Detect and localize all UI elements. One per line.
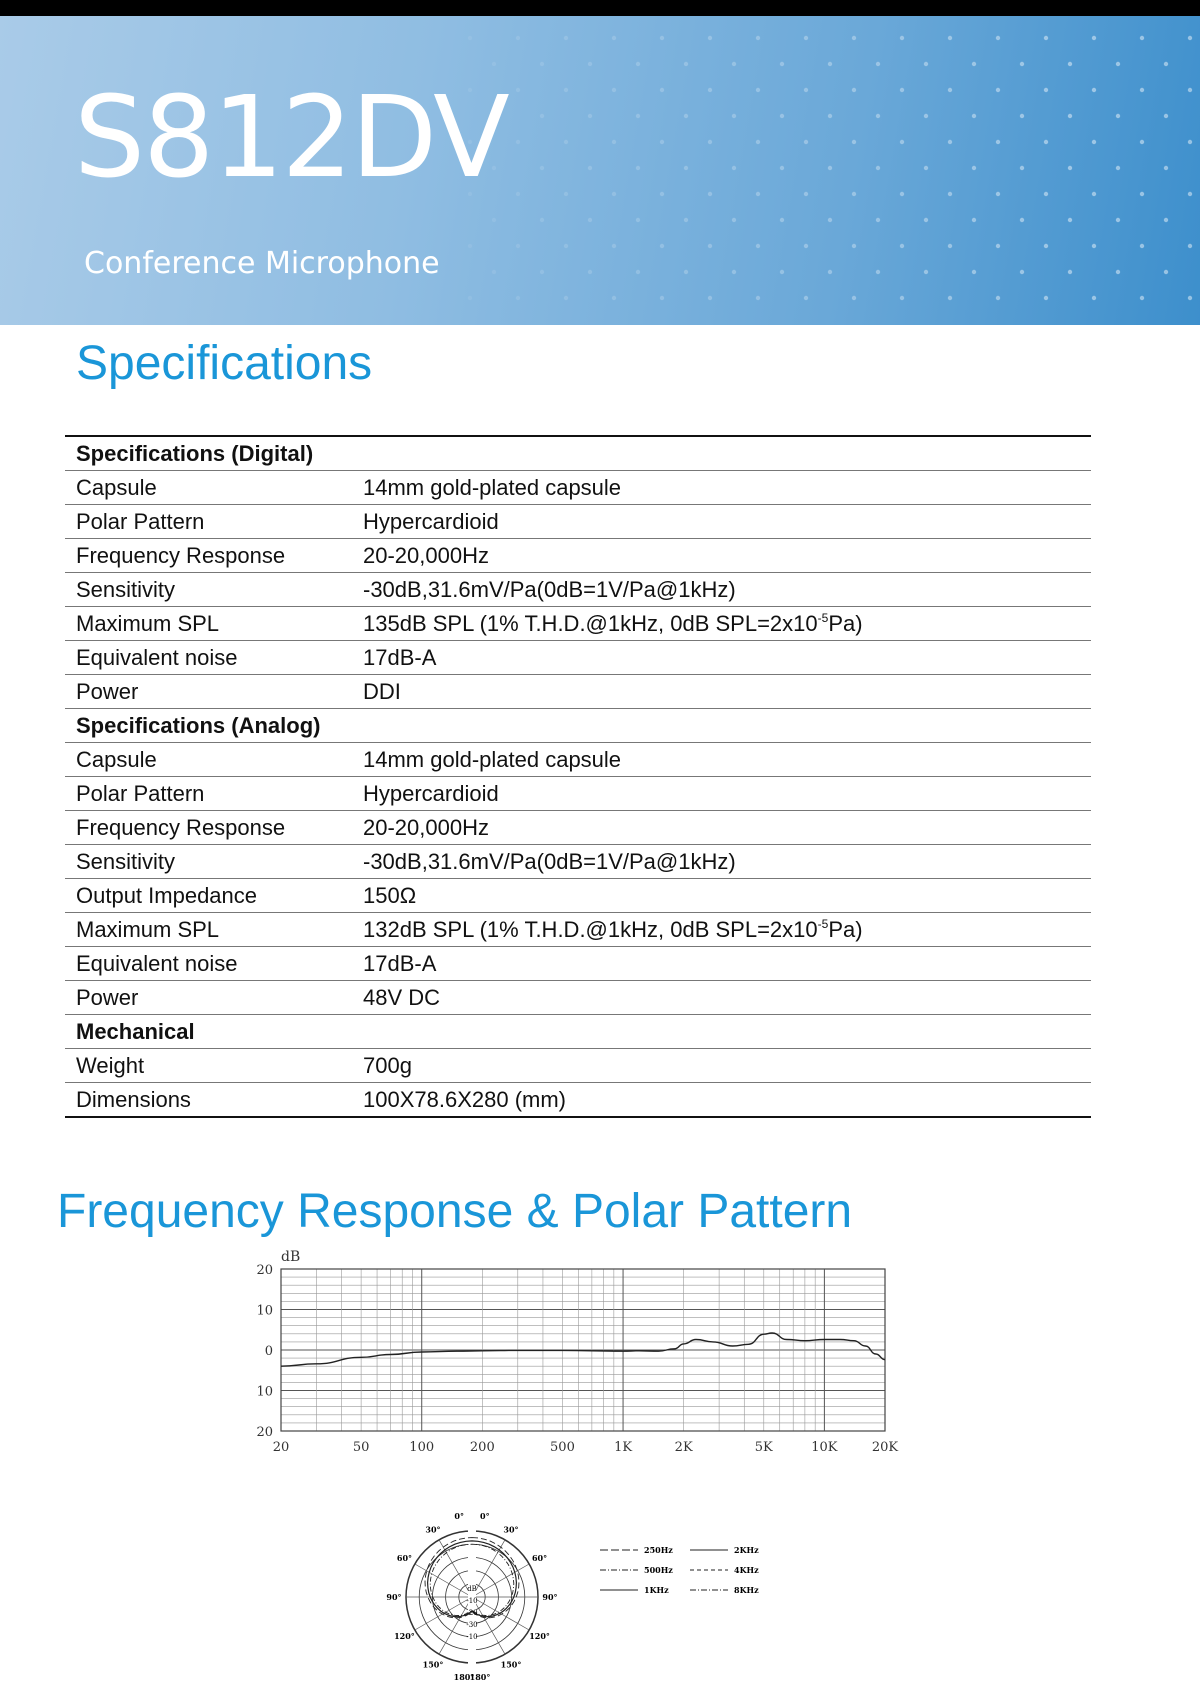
dot <box>1140 244 1144 248</box>
dot <box>924 62 928 66</box>
spec-key: Power <box>65 981 352 1015</box>
x-tick-label: 100 <box>409 1440 435 1455</box>
dot <box>660 88 664 92</box>
dot <box>852 88 856 92</box>
dot <box>804 244 808 248</box>
dot <box>1092 192 1096 196</box>
dot <box>636 218 640 222</box>
dot <box>660 296 664 300</box>
dot <box>900 296 904 300</box>
y-axis-label: dB <box>281 1249 301 1265</box>
dot <box>1140 296 1144 300</box>
spec-row <box>65 505 1091 539</box>
dot <box>732 62 736 66</box>
spec-row <box>65 1049 1091 1083</box>
dot <box>1044 244 1048 248</box>
dot <box>708 36 712 40</box>
spec-row <box>65 539 1091 573</box>
dot <box>924 270 928 274</box>
legend-label: 8KHz <box>734 1585 759 1595</box>
specifications-title: Specifications <box>76 337 373 390</box>
dot <box>540 270 544 274</box>
dot <box>660 192 664 196</box>
dot <box>516 244 520 248</box>
spec-key: Weight <box>65 1049 352 1083</box>
spec-row <box>65 913 1091 947</box>
polar-angle-label-right: 120° <box>529 1631 550 1641</box>
spec-value: 17dB-A <box>352 947 1091 981</box>
dot <box>636 166 640 170</box>
dot <box>996 36 1000 40</box>
dot <box>1116 270 1120 274</box>
spec-row <box>65 675 1091 709</box>
dot <box>1188 36 1192 40</box>
spec-key: Capsule <box>65 743 352 777</box>
dot <box>516 192 520 196</box>
dot <box>1116 62 1120 66</box>
x-tick-label: 200 <box>469 1440 495 1455</box>
spec-row <box>65 607 1091 641</box>
dot <box>1164 166 1168 170</box>
dot <box>948 140 952 144</box>
dot <box>996 244 1000 248</box>
dot <box>756 244 760 248</box>
spec-row <box>65 845 1091 879</box>
dot <box>852 192 856 196</box>
specifications-table <box>65 435 1091 1118</box>
frequency-polar-title: Frequency Response & Polar Pattern <box>57 1185 853 1238</box>
dot <box>996 192 1000 196</box>
dot <box>828 114 832 118</box>
legend-label: 2KHz <box>734 1545 759 1555</box>
dot <box>732 166 736 170</box>
spec-section-heading <box>65 436 1091 471</box>
spec-value <box>352 607 1091 641</box>
spec-value: 700g <box>352 1049 1091 1083</box>
dot <box>780 166 784 170</box>
spec-row <box>65 981 1091 1015</box>
dot <box>1188 88 1192 92</box>
dot <box>1140 192 1144 196</box>
dot <box>1068 166 1072 170</box>
dot <box>828 166 832 170</box>
spec-section-heading <box>65 1015 1091 1049</box>
dot <box>948 192 952 196</box>
dot <box>492 218 496 222</box>
dot <box>756 296 760 300</box>
section-heading-text: Specifications (Analog) <box>65 709 1091 743</box>
polar-angle-label-left: 60° <box>396 1553 413 1563</box>
polar-angle-label-left: 180° <box>453 1672 475 1682</box>
dot <box>612 36 616 40</box>
header-banner <box>0 16 1200 325</box>
dot <box>1116 166 1120 170</box>
section-heading-text: Mechanical <box>65 1015 1091 1049</box>
dot <box>804 140 808 144</box>
dot <box>1044 192 1048 196</box>
dot <box>1188 244 1192 248</box>
spec-value: 150Ω <box>352 879 1091 913</box>
dot <box>876 166 880 170</box>
dot <box>1092 140 1096 144</box>
dot <box>780 270 784 274</box>
spec-key: Sensitivity <box>65 573 352 607</box>
dot <box>660 140 664 144</box>
polar-angle-label-right: 150° <box>500 1659 522 1670</box>
spec-value-tail: Pa) <box>828 916 863 942</box>
dot <box>924 166 928 170</box>
dot <box>564 244 568 248</box>
dot <box>876 218 880 222</box>
spec-value: 14mm gold-plated capsule <box>352 471 1091 505</box>
legend-label: 4KHz <box>734 1565 759 1575</box>
dot <box>804 36 808 40</box>
dot <box>564 36 568 40</box>
frequency-response-chart <box>250 1245 910 1465</box>
dot <box>852 244 856 248</box>
dot <box>492 62 496 66</box>
spec-value: Hypercardioid <box>352 777 1091 811</box>
spec-value: 14mm gold-plated capsule <box>352 743 1091 777</box>
dot <box>684 114 688 118</box>
product-model: S812DV <box>74 73 508 203</box>
spec-key: Polar Pattern <box>65 777 352 811</box>
polar-spoke <box>415 1564 472 1597</box>
dot <box>1188 296 1192 300</box>
dot <box>732 114 736 118</box>
polar-radial-label: -10 <box>466 1633 478 1641</box>
dot <box>876 62 880 66</box>
dot <box>780 62 784 66</box>
dot <box>1068 114 1072 118</box>
spec-value <box>352 913 1091 947</box>
polar-angle-label-right: 60° <box>531 1553 548 1563</box>
dot <box>612 140 616 144</box>
spec-key: Capsule <box>65 471 352 505</box>
polar-top-label: 0° <box>454 1511 464 1521</box>
dot <box>1020 114 1024 118</box>
spec-row <box>65 879 1091 913</box>
polar-angle-label-left: 120° <box>394 1631 415 1641</box>
polar-angle-label-right: 90° <box>542 1592 558 1602</box>
spec-row <box>65 777 1091 811</box>
dot <box>1140 140 1144 144</box>
legend-label: 1KHz <box>644 1585 669 1595</box>
spec-row <box>65 641 1091 675</box>
dot <box>1092 36 1096 40</box>
spec-value: DDI <box>352 675 1091 709</box>
dot <box>1164 114 1168 118</box>
dot <box>1164 270 1168 274</box>
polar-angle-label-right: 30° <box>503 1524 519 1535</box>
dot <box>684 62 688 66</box>
dot <box>612 192 616 196</box>
spec-row <box>65 1083 1091 1118</box>
legend-label: 250Hz <box>644 1545 673 1555</box>
dot <box>1020 218 1024 222</box>
dot <box>1044 296 1048 300</box>
dot <box>1116 218 1120 222</box>
dot <box>636 270 640 274</box>
dot <box>1188 140 1192 144</box>
dot <box>660 36 664 40</box>
dot <box>708 192 712 196</box>
dot <box>948 296 952 300</box>
spec-key: Equivalent noise <box>65 641 352 675</box>
dot <box>564 140 568 144</box>
x-tick-label: 10K <box>811 1440 838 1455</box>
dot <box>852 36 856 40</box>
spec-row <box>65 811 1091 845</box>
dot <box>588 270 592 274</box>
spec-key: Equivalent noise <box>65 947 352 981</box>
dot <box>876 270 880 274</box>
spec-key: Frequency Response <box>65 811 352 845</box>
dot <box>804 296 808 300</box>
polar-radial-label: -30 <box>466 1621 478 1629</box>
x-tick-label: 20 <box>272 1440 290 1455</box>
dot <box>660 244 664 248</box>
dot <box>588 114 592 118</box>
dot <box>996 140 1000 144</box>
dot <box>948 36 952 40</box>
dot <box>1020 270 1024 274</box>
x-tick-label: 20K <box>871 1440 899 1455</box>
polar-angle-label-left: 150° <box>422 1659 444 1670</box>
spec-row <box>65 471 1091 505</box>
dot <box>1188 192 1192 196</box>
dot <box>708 88 712 92</box>
dot <box>900 192 904 196</box>
polar-radial-label: -20 <box>466 1609 478 1617</box>
dot <box>684 270 688 274</box>
spec-value-tail: Pa) <box>828 610 863 636</box>
dot <box>588 218 592 222</box>
spec-key: Output Impedance <box>65 879 352 913</box>
dot <box>948 88 952 92</box>
dot <box>636 62 640 66</box>
spec-value-exponent: -5 <box>817 916 829 931</box>
spec-row <box>65 947 1091 981</box>
x-tick-label: 500 <box>550 1440 575 1455</box>
spec-row <box>65 743 1091 777</box>
dot <box>1092 88 1096 92</box>
dot <box>756 140 760 144</box>
dot <box>540 218 544 222</box>
dot <box>1092 296 1096 300</box>
polar-top-label: 0° <box>480 1511 490 1521</box>
dot <box>996 88 1000 92</box>
spec-key: Frequency Response <box>65 539 352 573</box>
dot <box>780 218 784 222</box>
dot <box>828 270 832 274</box>
dot <box>1044 36 1048 40</box>
dot <box>876 114 880 118</box>
dot <box>516 88 520 92</box>
dot <box>924 218 928 222</box>
product-subtitle: Conference Microphone <box>84 246 440 281</box>
spec-value-text: 132dB SPL (1% T.H.D.@1kHz, 0dB SPL=2x10 <box>363 916 818 942</box>
spec-value: 20-20,000Hz <box>352 539 1091 573</box>
spec-key: Polar Pattern <box>65 505 352 539</box>
dot <box>1044 88 1048 92</box>
y-tick-label: 10 <box>256 1303 273 1319</box>
dot <box>972 62 976 66</box>
dot <box>588 62 592 66</box>
dot <box>996 296 1000 300</box>
spec-value: 17dB-A <box>352 641 1091 675</box>
dot <box>540 62 544 66</box>
dot <box>1020 62 1024 66</box>
x-tick-label: 5K <box>754 1440 773 1455</box>
dot <box>948 244 952 248</box>
dot <box>732 218 736 222</box>
dot <box>1068 218 1072 222</box>
x-tick-label: 2K <box>674 1440 693 1455</box>
dot <box>756 88 760 92</box>
polar-angle-label-right: 180° <box>469 1672 491 1682</box>
dot <box>1068 62 1072 66</box>
dot <box>1164 218 1168 222</box>
dot <box>756 192 760 196</box>
spec-key: Sensitivity <box>65 845 352 879</box>
dot <box>516 296 520 300</box>
dot <box>636 114 640 118</box>
dot <box>588 166 592 170</box>
dot <box>1140 88 1144 92</box>
spec-section-heading <box>65 709 1091 743</box>
dot <box>492 270 496 274</box>
dot <box>756 36 760 40</box>
dot <box>540 166 544 170</box>
dot <box>1092 244 1096 248</box>
polar-legend <box>600 1540 800 1610</box>
dot <box>1140 36 1144 40</box>
dot <box>852 296 856 300</box>
polar-radial-label: -10 <box>466 1597 478 1605</box>
dot <box>972 270 976 274</box>
spec-value: Hypercardioid <box>352 505 1091 539</box>
y-tick-label: 10 <box>256 1384 273 1400</box>
dot <box>708 296 712 300</box>
dot <box>972 166 976 170</box>
spec-key: Dimensions <box>76 1086 191 1112</box>
dot <box>708 140 712 144</box>
spec-value-exponent: -5 <box>817 610 829 625</box>
dot <box>900 36 904 40</box>
dot <box>972 218 976 222</box>
polar-spoke <box>472 1540 505 1597</box>
x-tick-label: 50 <box>352 1440 370 1455</box>
y-tick-label: 0 <box>264 1344 273 1359</box>
top-bar <box>0 0 1200 16</box>
spec-value: -30dB,31.6mV/Pa(0dB=1V/Pa@1kHz) <box>352 573 1091 607</box>
dot <box>900 244 904 248</box>
dot <box>468 36 472 40</box>
legend-label: 500Hz <box>644 1565 673 1575</box>
dot <box>516 140 520 144</box>
dot <box>1020 166 1024 170</box>
dot <box>1116 114 1120 118</box>
y-tick-label: 20 <box>256 1263 273 1278</box>
dot <box>828 62 832 66</box>
dot <box>516 36 520 40</box>
polar-spoke <box>472 1564 529 1597</box>
polar-angle-label-left: 90° <box>386 1592 402 1602</box>
dot <box>612 244 616 248</box>
polar-pattern-chart <box>372 1495 572 1695</box>
dot <box>924 114 928 118</box>
spec-key: Maximum SPL <box>65 913 352 947</box>
dot <box>612 296 616 300</box>
dot <box>732 270 736 274</box>
dot <box>804 88 808 92</box>
dot <box>972 114 976 118</box>
section-heading-text: Specifications (Digital) <box>65 436 1091 471</box>
dot <box>612 88 616 92</box>
dot <box>828 218 832 222</box>
dot <box>564 296 568 300</box>
spec-value: -30dB,31.6mV/Pa(0dB=1V/Pa@1kHz) <box>352 845 1091 879</box>
dot <box>900 88 904 92</box>
polar-radial-label: dB <box>467 1585 477 1593</box>
polar-angle-label-left: 30° <box>425 1524 441 1535</box>
dot <box>1044 140 1048 144</box>
dot <box>468 296 472 300</box>
x-tick-label: 1K <box>614 1440 633 1455</box>
spec-key: Power <box>65 675 352 709</box>
spec-value: 20-20,000Hz <box>352 811 1091 845</box>
dot <box>564 88 568 92</box>
spec-value: 48V DC <box>352 981 1091 1015</box>
dot <box>708 244 712 248</box>
spec-row <box>65 573 1091 607</box>
spec-value: 100X78.6X280 (mm) <box>363 1086 566 1112</box>
dot <box>468 244 472 248</box>
dot <box>852 140 856 144</box>
spec-key: Maximum SPL <box>65 607 352 641</box>
dot <box>804 192 808 196</box>
dot <box>684 166 688 170</box>
spec-value-text: 135dB SPL (1% T.H.D.@1kHz, 0dB SPL=2x10 <box>363 610 818 636</box>
dot <box>564 192 568 196</box>
dot <box>1068 270 1072 274</box>
y-tick-label: 20 <box>256 1425 273 1440</box>
dot <box>900 140 904 144</box>
dot <box>780 114 784 118</box>
dot <box>684 218 688 222</box>
dot <box>1164 62 1168 66</box>
dot <box>540 114 544 118</box>
